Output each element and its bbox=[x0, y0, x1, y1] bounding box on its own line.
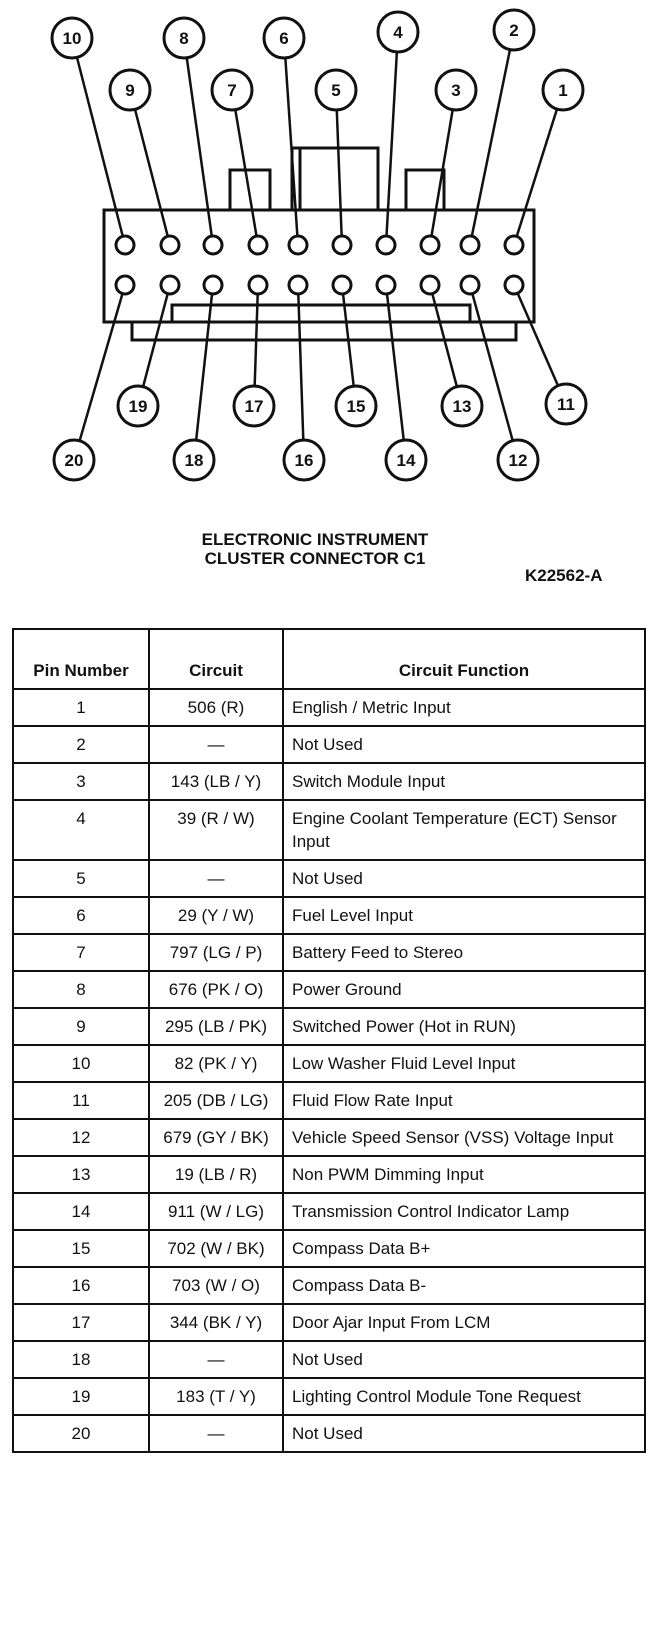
table-row bbox=[13, 897, 645, 934]
pin-callout-label: 15 bbox=[346, 397, 366, 416]
table-row bbox=[13, 1119, 645, 1156]
circuit-function-cell: Engine Coolant Temperature (ECT) Sensor Input bbox=[283, 800, 645, 860]
circuit-cell: 911 (W / LG) bbox=[149, 1193, 283, 1230]
table-row bbox=[13, 1230, 645, 1267]
circuit-cell: 344 (BK / Y) bbox=[149, 1304, 283, 1341]
callout-leader-line bbox=[387, 295, 404, 440]
header-circuit: Circuit bbox=[149, 629, 283, 689]
circuit-function-cell: Fluid Flow Rate Input bbox=[283, 1082, 645, 1119]
circuit-cell: 679 (GY / BK) bbox=[149, 1119, 283, 1156]
pin-callout-label: 17 bbox=[244, 397, 264, 416]
circuit-function-cell: Not Used bbox=[283, 1415, 645, 1452]
pin-number-cell: 2 bbox=[13, 726, 149, 763]
pin-hole-top bbox=[421, 236, 439, 254]
pin-hole-bottom bbox=[289, 276, 307, 294]
caption-line-2: CLUSTER CONNECTOR C1 bbox=[204, 549, 426, 568]
table-row bbox=[13, 1378, 645, 1415]
pin-number-cell: 6 bbox=[13, 897, 149, 934]
pin-number-cell: 4 bbox=[13, 800, 149, 860]
pin-callout-label: 19 bbox=[128, 397, 148, 416]
pin-number-cell: 16 bbox=[13, 1267, 149, 1304]
table-row bbox=[13, 726, 645, 763]
pin-number-cell: 10 bbox=[13, 1045, 149, 1082]
circuit-function-cell: Not Used bbox=[283, 726, 645, 763]
circuit-cell: 205 (DB / LG) bbox=[149, 1082, 283, 1119]
circuit-function-cell: Transmission Control Indicator Lamp bbox=[283, 1193, 645, 1230]
pin-hole-bottom bbox=[421, 276, 439, 294]
pin-hole-top bbox=[289, 236, 307, 254]
reference-code: K22562-A bbox=[525, 566, 603, 585]
connector-diagram bbox=[0, 0, 672, 600]
table-row bbox=[13, 1304, 645, 1341]
pin-hole-bottom bbox=[249, 276, 267, 294]
table-row bbox=[13, 1415, 645, 1452]
pin-callout-label: 3 bbox=[451, 81, 461, 100]
pin-callout-label: 12 bbox=[508, 451, 528, 470]
circuit-function-cell: Low Washer Fluid Level Input bbox=[283, 1045, 645, 1082]
pin-callout-label: 7 bbox=[227, 81, 237, 100]
circuit-cell: — bbox=[149, 1415, 283, 1452]
callout-leader-line bbox=[518, 294, 558, 386]
pin-hole-bottom bbox=[333, 276, 351, 294]
pin-number-cell: 11 bbox=[13, 1082, 149, 1119]
table-row bbox=[13, 971, 645, 1008]
pin-number-cell: 12 bbox=[13, 1119, 149, 1156]
callout-leader-line bbox=[337, 110, 342, 235]
callout-leader-line bbox=[387, 52, 397, 235]
pin-hole-top bbox=[116, 236, 134, 254]
circuit-function-cell: Door Ajar Input From LCM bbox=[283, 1304, 645, 1341]
table-row bbox=[13, 689, 645, 726]
circuit-cell: 183 (T / Y) bbox=[149, 1378, 283, 1415]
pin-callout-label: 11 bbox=[557, 395, 575, 414]
circuit-cell: 797 (LG / P) bbox=[149, 934, 283, 971]
pin-hole-bottom bbox=[204, 276, 222, 294]
table-row bbox=[13, 1008, 645, 1045]
pin-hole-top bbox=[333, 236, 351, 254]
circuit-cell: 39 (R / W) bbox=[149, 800, 283, 860]
circuit-function-cell: Not Used bbox=[283, 1341, 645, 1378]
circuit-cell: — bbox=[149, 726, 283, 763]
pin-callout-label: 6 bbox=[279, 29, 289, 48]
callout-leader-line bbox=[298, 295, 303, 440]
callout-leader-line bbox=[135, 109, 168, 235]
pin-number-cell: 17 bbox=[13, 1304, 149, 1341]
table-row bbox=[13, 1156, 645, 1193]
diagram-caption bbox=[150, 530, 480, 568]
circuit-cell: 702 (W / BK) bbox=[149, 1230, 283, 1267]
table-header-row bbox=[13, 629, 645, 689]
callout-leader-line bbox=[472, 50, 510, 236]
pin-number-cell: 5 bbox=[13, 860, 149, 897]
circuit-cell: 703 (W / O) bbox=[149, 1267, 283, 1304]
table-row bbox=[13, 1082, 645, 1119]
circuit-function-cell: Lighting Control Module Tone Request bbox=[283, 1378, 645, 1415]
pin-hole-bottom bbox=[116, 276, 134, 294]
pin-callout-label: 16 bbox=[294, 451, 314, 470]
pin-hole-bottom bbox=[377, 276, 395, 294]
callout-leader-line bbox=[255, 295, 258, 386]
pin-callout-label: 18 bbox=[184, 451, 204, 470]
pin-callout-label: 4 bbox=[393, 23, 403, 42]
circuit-function-cell: Compass Data B+ bbox=[283, 1230, 645, 1267]
caption-line-1: ELECTRONIC INSTRUMENT bbox=[201, 530, 429, 549]
table-row bbox=[13, 1267, 645, 1304]
circuit-cell: 676 (PK / O) bbox=[149, 971, 283, 1008]
callout-leader-line bbox=[517, 109, 557, 235]
pin-number-cell: 8 bbox=[13, 971, 149, 1008]
circuit-function-cell: Switched Power (Hot in RUN) bbox=[283, 1008, 645, 1045]
pin-number-cell: 7 bbox=[13, 934, 149, 971]
circuit-function-cell: Power Ground bbox=[283, 971, 645, 1008]
header-circuit-function: Circuit Function bbox=[283, 629, 645, 689]
table-row bbox=[13, 860, 645, 897]
pin-number-cell: 1 bbox=[13, 689, 149, 726]
circuit-cell: 506 (R) bbox=[149, 689, 283, 726]
circuit-cell: 19 (LB / R) bbox=[149, 1156, 283, 1193]
pin-callout-label: 8 bbox=[179, 29, 189, 48]
table-row bbox=[13, 1045, 645, 1082]
pin-callout-label: 13 bbox=[452, 397, 472, 416]
pin-hole-bottom bbox=[505, 276, 523, 294]
circuit-cell: 29 (Y / W) bbox=[149, 897, 283, 934]
table-row bbox=[13, 1193, 645, 1230]
pin-hole-bottom bbox=[161, 276, 179, 294]
pin-number-cell: 18 bbox=[13, 1341, 149, 1378]
pin-hole-top bbox=[377, 236, 395, 254]
callout-leader-line bbox=[432, 110, 453, 235]
callout-leader-line bbox=[196, 295, 212, 440]
pin-number-cell: 13 bbox=[13, 1156, 149, 1193]
circuit-cell: — bbox=[149, 1341, 283, 1378]
pin-number-cell: 14 bbox=[13, 1193, 149, 1230]
circuit-function-cell: Non PWM Dimming Input bbox=[283, 1156, 645, 1193]
pin-number-cell: 15 bbox=[13, 1230, 149, 1267]
circuit-cell: 82 (PK / Y) bbox=[149, 1045, 283, 1082]
circuit-function-cell: Fuel Level Input bbox=[283, 897, 645, 934]
circuit-function-cell: Not Used bbox=[283, 860, 645, 897]
circuit-function-cell: Battery Feed to Stereo bbox=[283, 934, 645, 971]
circuit-cell: 295 (LB / PK) bbox=[149, 1008, 283, 1045]
pin-callout-label: 2 bbox=[509, 21, 519, 40]
table-row bbox=[13, 934, 645, 971]
pin-callout-label: 14 bbox=[396, 451, 416, 470]
pin-number-cell: 19 bbox=[13, 1378, 149, 1415]
pin-hole-top bbox=[204, 236, 222, 254]
header-pin-number: Pin Number bbox=[13, 629, 149, 689]
circuit-cell: — bbox=[149, 860, 283, 897]
pin-hole-top bbox=[249, 236, 267, 254]
pin-number-cell: 9 bbox=[13, 1008, 149, 1045]
pin-hole-bottom bbox=[461, 276, 479, 294]
circuit-function-cell: Vehicle Speed Sensor (VSS) Voltage Input bbox=[283, 1119, 645, 1156]
pin-hole-top bbox=[505, 236, 523, 254]
pin-hole-top bbox=[461, 236, 479, 254]
pin-callout-label: 20 bbox=[64, 451, 84, 470]
callout-leader-line bbox=[80, 295, 123, 441]
pin-number-cell: 3 bbox=[13, 763, 149, 800]
circuit-function-cell: English / Metric Input bbox=[283, 689, 645, 726]
table-row bbox=[13, 763, 645, 800]
pin-callout-label: 10 bbox=[62, 29, 82, 48]
circuit-cell: 143 (LB / Y) bbox=[149, 763, 283, 800]
pin-callout-label: 5 bbox=[331, 81, 341, 100]
circuit-function-cell: Switch Module Input bbox=[283, 763, 645, 800]
table-row bbox=[13, 1341, 645, 1378]
pin-callout-label: 9 bbox=[125, 81, 135, 100]
circuit-function-cell: Compass Data B- bbox=[283, 1267, 645, 1304]
table-row bbox=[13, 800, 645, 860]
pin-layer bbox=[116, 236, 523, 294]
pin-number-cell: 20 bbox=[13, 1415, 149, 1452]
pin-hole-top bbox=[161, 236, 179, 254]
pin-callout-label: 1 bbox=[558, 81, 568, 100]
pinout-table bbox=[12, 628, 646, 1453]
callout-leader-line bbox=[235, 110, 256, 235]
